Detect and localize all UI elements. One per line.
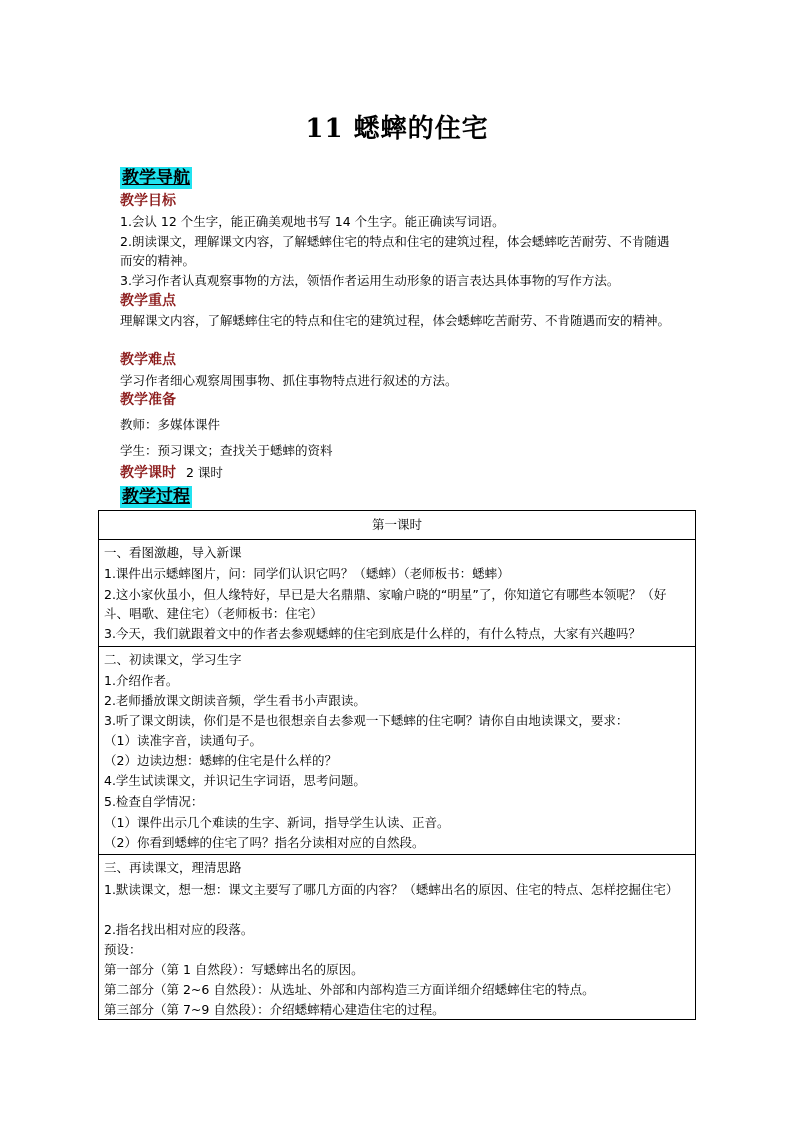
prep-teacher: 教师：多媒体课件 [120,417,221,432]
process-line: 第一部分（第 1 自然段）：写蟋蟀出名的原因。 [104,962,364,977]
section-heading-process: 教学过程 [122,487,190,507]
process-line: 一、看图激趣，导入新课 [104,545,242,560]
process-line: 3.听了课文朗读，你们是不是也很想亲自去参观一下蟋蟀的住宅啊？请你自由地读课文，要求： [104,713,629,728]
hours-label: 教学课时 [120,465,176,481]
process-line: 二、初读课文，学习生字 [104,652,242,667]
goal-item: 1.会认 12 个生字，能正确美观地书写 14 个生字。能正确读写词语。 [120,214,505,229]
goal-item: 3.学习作者认真观察事物的方法，领悟作者运用生动形象的语言表达具体事物的写作方法。 [120,273,620,288]
process-line: 第三部分（第 7~9 自然段）：介绍蟋蟀精心建造住宅的过程。 [104,1002,445,1017]
process-line: 2.指名找出相对应的段落。 [104,922,254,937]
goal-item: 2.朗读课文，理解课文内容，了解蟋蟀住宅的特点和住宅的建筑过程，体会蟋蟀吃苦耐劳、不肯随遇而安的精神。 [120,234,670,268]
table-divider [99,646,695,647]
difficulty-label: 教学难点 [120,352,176,368]
process-line: 1.介绍作者。 [104,673,179,688]
hours-value: 2 课时 [186,465,223,480]
table-divider [99,539,695,540]
process-line: 三、再读课文，理清思路 [104,860,242,875]
goals-label: 教学目标 [120,193,176,209]
table-divider [99,854,695,855]
process-line: 4.学生试读课文，并识记生字词语，思考问题。 [104,773,366,788]
difficulty-text: 学习作者细心观察周围事物、抓住事物特点进行叙述的方法。 [120,373,458,388]
process-table [98,510,696,1020]
prep-student: 学生：预习课文；查找关于蟋蟀的资料 [120,443,333,458]
process-line: （1）课件出示几个难读的生字、新词，指导学生认读、正音。 [104,815,450,830]
process-line: 第二部分（第 2~6 自然段）：从选址、外部和内部构造三方面详细介绍蟋蟀住宅的特点。 [104,982,595,997]
prep-label: 教学准备 [120,392,176,408]
process-line: （2）边读边想：蟋蟀的住宅是什么样的？ [104,753,337,768]
hours-row [120,464,223,482]
process-line: （1）读准字音，读通句子。 [104,733,262,748]
process-line: 5.检查自学情况： [104,794,204,809]
process-line: 3.今天，我们就跟着文中的作者去参观蟋蟀的住宅到底是什么样的，有什么特点，大家有兴趣吗？ [104,626,641,641]
section-heading-guide: 教学导航 [122,168,190,188]
process-line: 2.老师播放课文朗读音频，学生看书小声跟读。 [104,693,366,708]
process-line: 预设： [104,942,142,957]
process-line: 1.课件出示蟋蟀图片，问：同学们认识它吗？（蟋蟀）（老师板书：蟋蟀） [104,566,510,581]
document-title: 11 蟋蟀的住宅 [305,114,489,144]
process-line: （2）你看到蟋蟀的住宅了吗？指名分读相对应的自然段。 [104,835,425,850]
process-line: 2.这小家伙虽小，但人缘特好，早已是大名鼎鼎、家喻户晓的“明星”了，你知道它有哪些本领呢？（好斗、唱歌、建住宅）（老师板书：住宅） [104,587,667,621]
process-line: 1.默读课文，想一想：课文主要写了哪几方面的内容？（蟋蟀出名的原因、住宅的特点、怎样挖掘住宅） [104,882,679,897]
key-label: 教学重点 [120,293,176,309]
key-text: 理解课文内容，了解蟋蟀住宅的特点和住宅的建筑过程，体会蟋蟀吃苦耐劳、不肯随遇而安的精神。 [120,313,671,328]
lesson-title: 第一课时 [371,517,422,532]
